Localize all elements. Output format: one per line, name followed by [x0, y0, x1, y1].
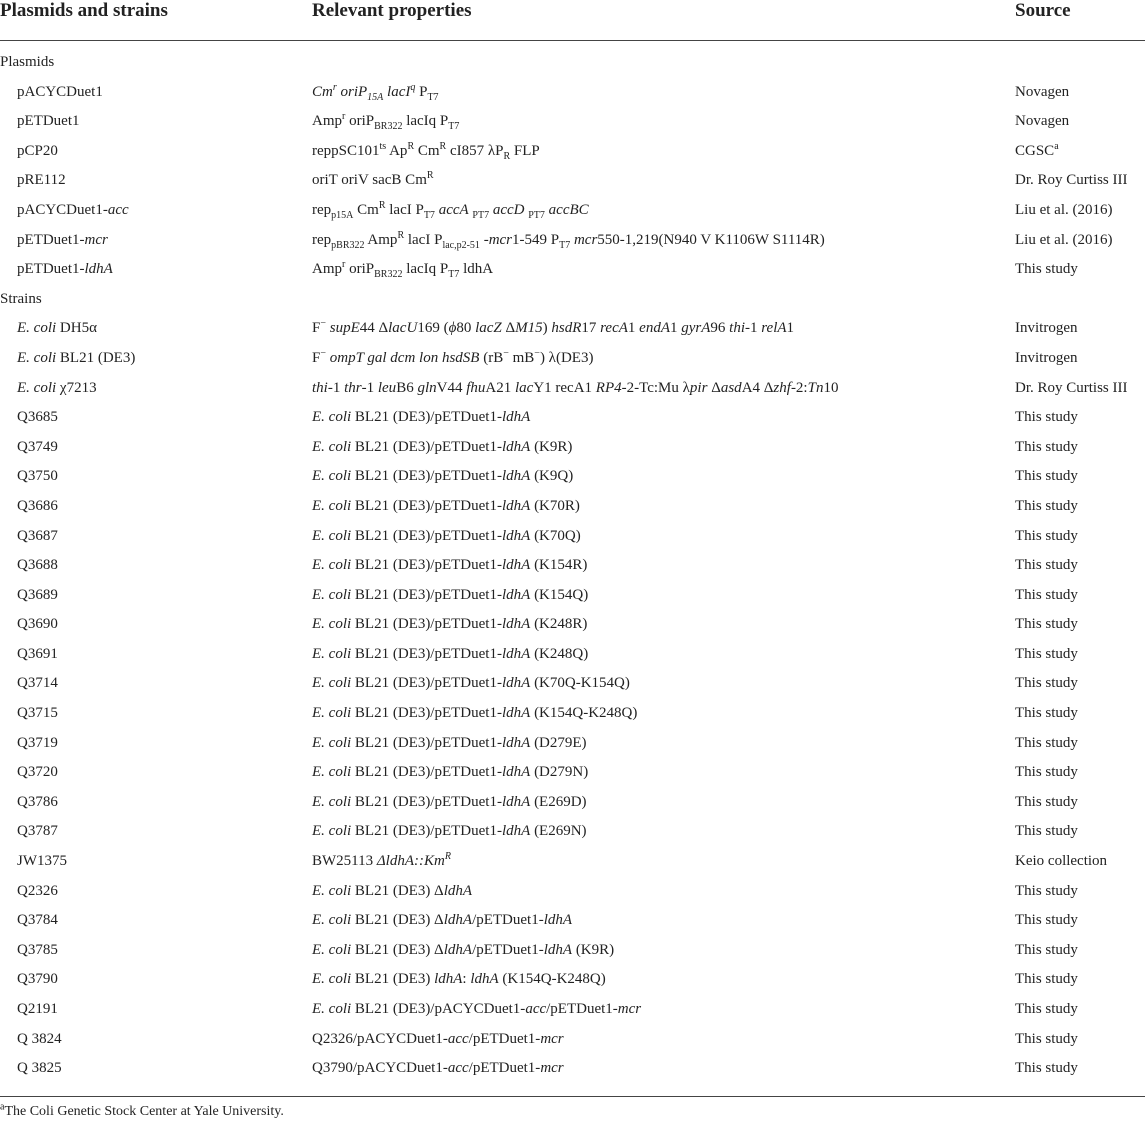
row-properties: E. coli BL21 (DE3)/pETDuet1-ldhA (E269D): [312, 793, 587, 810]
row-source: This study: [1015, 527, 1078, 544]
table-row: [0, 226, 1145, 256]
row-source: Dr. Roy Curtiss III: [1015, 379, 1128, 396]
row-properties: rep$_{p15A}$ $Cm^R$ lacI $P_{T7}$ accA $_{PT7}$ accD $_{PT7}$ accBC: [312, 199, 589, 221]
row-source: This study: [1015, 912, 1078, 929]
row-source: This study: [1015, 1060, 1078, 1077]
row-properties: E. coli BL21 (DE3) ldhA: ldhA (K154Q-K248Q): [312, 971, 606, 988]
row-name: Q3750: [17, 468, 58, 485]
row-name: Q 3824: [17, 1030, 62, 1047]
row-source: Liu et al. (2016): [1015, 231, 1113, 248]
row-source: This study: [1015, 586, 1078, 603]
row-properties: E. coli BL21 (DE3) ΔldhA/pETDuet1-ldhA: [312, 912, 573, 929]
table-row: [0, 255, 1145, 285]
row-properties: E. coli BL21 (DE3)/pETDuet1-ldhA (K154R): [312, 557, 588, 574]
row-name: Q3714: [17, 675, 58, 692]
table-row: [0, 817, 1145, 847]
row-source: This study: [1015, 705, 1078, 722]
table-row: [0, 78, 1145, 108]
row-source: This study: [1015, 882, 1078, 899]
table-row: [0, 877, 1145, 907]
table-bottom-rule: [0, 1096, 1145, 1097]
row-name: Q3785: [17, 941, 58, 958]
row-name: JW1375: [17, 853, 67, 870]
row-source: Novagen: [1015, 113, 1070, 130]
row-name: Q3686: [17, 497, 58, 514]
row-name: Q3689: [17, 586, 58, 603]
row-name: pACYCDuet1-acc: [17, 201, 129, 218]
row-name: pACYCDuet1: [17, 83, 103, 100]
row-properties: BW25113 $\Delta ldhA::Km^R$: [312, 851, 451, 870]
row-name: Q 3825: [17, 1060, 62, 1077]
row-properties: Cm$^r$ oriP$_{15A}$ lacI$^q$ $P_{T7}$: [312, 81, 439, 103]
row-source: This study: [1015, 1001, 1078, 1017]
row-name: Q3749: [17, 438, 58, 455]
table-row: [0, 403, 1145, 433]
section-row-plasmids: [0, 48, 1145, 78]
table-row: [0, 344, 1145, 374]
row-name: Q3786: [17, 793, 58, 810]
row-source: Keio collection: [1015, 853, 1108, 870]
table-row: [0, 551, 1145, 581]
row-properties: F− supE44 ΔlacU169 (ϕ80 lacZ ΔM15) hsdR17 recA1 endA1 gyrA96 thi-1 relA1: [312, 318, 795, 337]
table-row: [0, 758, 1145, 788]
table-row: [0, 610, 1145, 640]
row-properties: E. coli BL21 (DE3)/pACYCDuet1-acc/pETDuet1-mcr: [312, 1001, 642, 1017]
row-properties: rep$_{pBR322}$ Amp$^R$ lacI $P_{lac,p2-51}$ -mcr1-549 $P_{T7}$ mcr550-1,219(N940 V K1106W S1114R): [312, 229, 825, 251]
row-source: Invitrogen: [1015, 349, 1078, 366]
table-header: [0, 0, 1145, 41]
row-properties: E. coli BL21 (DE3)/pETDuet1-ldhA (D279N): [312, 764, 589, 781]
table-row: [0, 581, 1145, 611]
table-row: [0, 640, 1145, 670]
row-name: Q3691: [17, 645, 58, 662]
table-row: [0, 847, 1145, 877]
row-source: This study: [1015, 941, 1078, 958]
row-name: Q3787: [17, 823, 58, 840]
row-name: pCP20: [17, 142, 58, 159]
table-row: [0, 906, 1145, 936]
table-row: [0, 936, 1145, 966]
table-row: [0, 196, 1145, 226]
table-row: [0, 137, 1145, 167]
row-source: This study: [1015, 675, 1078, 692]
row-name: Q2191: [17, 1001, 58, 1017]
table-row: [0, 995, 1145, 1025]
row-source: Liu et al. (2016): [1015, 201, 1113, 218]
table-row: [0, 965, 1145, 995]
table-row: [0, 729, 1145, 759]
row-source: CGSC$^a$: [1015, 140, 1059, 159]
table-row: [0, 314, 1145, 344]
row-properties: oriT oriV sacB $Cm^R$: [312, 170, 434, 189]
table-row: [0, 669, 1145, 699]
table-row: [0, 699, 1145, 729]
section-row-strains: [0, 285, 1145, 315]
row-name: E. coli DH5α: [17, 320, 97, 337]
table-row: [0, 374, 1145, 404]
row-source: Invitrogen: [1015, 320, 1078, 337]
row-properties: Amp$^r$ oriP$_{BR322}$ lacIq $P_{T7}$: [312, 111, 460, 133]
row-properties: E. coli BL21 (DE3)/pETDuet1-ldhA (K154Q): [312, 586, 589, 603]
row-source: Novagen: [1015, 83, 1070, 100]
row-properties: F− ompT gal dcm lon hsdSB (rB− mB−) λ(DE3): [312, 347, 594, 366]
table-footnote: $^a$The Coli Genetic Stock Center at Yale University.: [0, 1101, 284, 1119]
row-source: This study: [1015, 823, 1078, 840]
row-name: Q2326: [17, 882, 58, 899]
row-source: This study: [1015, 409, 1078, 426]
header-plasmids-strains: Plasmids and strains: [0, 0, 168, 21]
row-source: This study: [1015, 557, 1078, 574]
section-label-strains: Strains: [0, 290, 42, 307]
row-properties: Amp$^r$ oriP$_{BR322}$ lacIq $P_{T7}$ ldhA: [312, 259, 494, 281]
row-name: Q3688: [17, 557, 58, 574]
section-label-plasmids: Plasmids: [0, 54, 55, 70]
row-name: E. coli χ7213: [17, 379, 97, 396]
row-source: This study: [1015, 468, 1078, 485]
row-name: Q3687: [17, 527, 58, 544]
header-source: Source: [1015, 0, 1071, 21]
row-source: This study: [1015, 261, 1078, 278]
row-properties: E. coli BL21 (DE3)/pETDuet1-ldhA (K9Q): [312, 468, 574, 485]
row-properties: $reppSC101^{ts}$ $Ap^R$ $Cm^R$ cI857 $\lambda P_R$ FLP: [312, 140, 540, 162]
row-source: This study: [1015, 1030, 1078, 1047]
row-source: This study: [1015, 971, 1078, 988]
header-relevant-properties: Relevant properties: [312, 0, 472, 21]
table-row: [0, 433, 1145, 463]
row-properties: E. coli BL21 (DE3)/pETDuet1-ldhA (K9R): [312, 438, 573, 455]
table-row: [0, 1025, 1145, 1055]
row-source: This study: [1015, 438, 1078, 455]
row-name: pRE112: [17, 172, 66, 189]
row-source: This study: [1015, 764, 1078, 781]
row-name: Q3784: [17, 912, 58, 929]
row-name: Q3790: [17, 971, 58, 988]
row-source: This study: [1015, 645, 1078, 662]
row-source: This study: [1015, 734, 1078, 751]
row-properties: thi-1 thr-1 leuB6 glnV44 fhuA21 lacY1 recA1 RP4-2-Tc:Mu λpir ΔasdA4 Δzhf-2:Tn10: [312, 379, 839, 396]
row-name: Q3715: [17, 705, 58, 722]
table-body: [0, 48, 1145, 1084]
row-name: pETDuet1-mcr: [17, 231, 108, 248]
row-properties: E. coli BL21 (DE3)/pETDuet1-ldhA: [312, 409, 531, 426]
row-name: pETDuet1: [17, 113, 80, 130]
row-properties: E. coli BL21 (DE3)/pETDuet1-ldhA (K70Q): [312, 527, 581, 544]
row-name: E. coli BL21 (DE3): [17, 349, 136, 366]
row-source: This study: [1015, 793, 1078, 810]
row-source: This study: [1015, 616, 1078, 633]
row-properties: E. coli BL21 (DE3)/pETDuet1-ldhA (K70R): [312, 497, 580, 514]
row-name: pETDuet1-ldhA: [17, 261, 113, 278]
row-properties: Q2326/pACYCDuet1-acc/pETDuet1-mcr: [312, 1030, 564, 1047]
row-properties: E. coli BL21 (DE3)/pETDuet1-ldhA (E269N): [312, 823, 587, 840]
row-properties: E. coli BL21 (DE3)/pETDuet1-ldhA (K70Q-K154Q): [312, 675, 630, 692]
table-row: [0, 166, 1145, 196]
table-row: [0, 107, 1145, 137]
table-row: [0, 492, 1145, 522]
row-properties: Q3790/pACYCDuet1-acc/pETDuet1-mcr: [312, 1060, 564, 1077]
row-properties: E. coli BL21 (DE3)/pETDuet1-ldhA (K154Q-K248Q): [312, 705, 638, 722]
row-name: Q3719: [17, 734, 58, 751]
row-source: Dr. Roy Curtiss III: [1015, 172, 1128, 189]
table-row: [0, 788, 1145, 818]
row-source: This study: [1015, 497, 1078, 514]
row-name: Q3685: [17, 409, 58, 426]
row-properties: E. coli BL21 (DE3) ΔldhA: [312, 882, 473, 899]
row-properties: E. coli BL21 (DE3) ΔldhA/pETDuet1-ldhA (K9R): [312, 941, 615, 958]
table-row: [0, 522, 1145, 552]
table-row: [0, 462, 1145, 492]
row-properties: E. coli BL21 (DE3)/pETDuet1-ldhA (K248R): [312, 616, 588, 633]
row-name: Q3690: [17, 616, 58, 633]
table-row: [0, 1054, 1145, 1084]
row-properties: E. coli BL21 (DE3)/pETDuet1-ldhA (D279E): [312, 734, 587, 751]
row-name: Q3720: [17, 764, 58, 781]
row-properties: E. coli BL21 (DE3)/pETDuet1-ldhA (K248Q): [312, 645, 589, 662]
